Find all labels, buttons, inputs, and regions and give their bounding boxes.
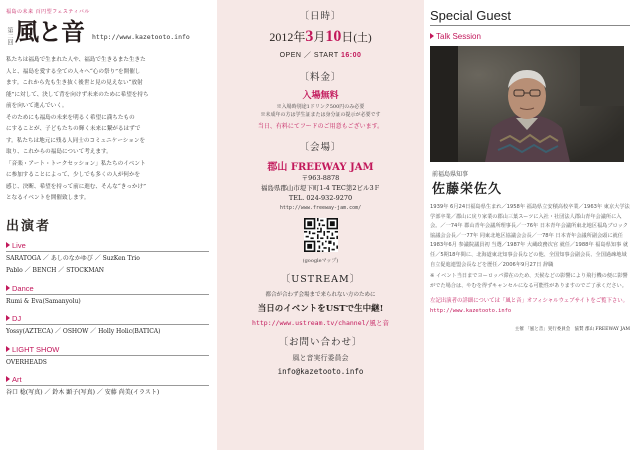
guest-photo <box>430 46 624 162</box>
divider <box>6 294 209 295</box>
contact-heading: 〔お問い合わせ〕 <box>278 337 363 348</box>
category-label: LIGHT SHOW <box>12 344 60 354</box>
talk-session-label <box>430 32 630 41</box>
guest-name: 佐藤栄佐久 <box>432 182 503 197</box>
guest-role: 前福島県知事 <box>432 171 469 178</box>
date-month: 3 <box>305 28 314 45</box>
performer-line: Rumi & Eva(Samanyolu) <box>6 297 81 305</box>
category-label: DJ <box>12 314 22 323</box>
ustream-description: 都合が合わず会場まで来られない方のために <box>265 292 376 298</box>
date-year: 2012年 <box>269 30 306 44</box>
venue-tel: TEL. 024-932-9270 <box>288 194 353 202</box>
fee-note-line: ※入場時別途1ドリンク500円のみ必要 <box>276 104 365 110</box>
performers-title: 出演者 <box>6 218 52 234</box>
intro-line: に参加することによって、少しでも多くの人が何かを <box>6 172 141 178</box>
performer-line: Yossy(AZTECA) ／ OSHOW ／ Holly Holic(BATICA) <box>6 328 161 335</box>
intro-line: ます。これから先も生き抜く後世と見の見えない“放射 <box>6 80 143 86</box>
ustream-heading-label: USTREAM <box>291 274 350 285</box>
intro-line: 「音楽・アート・トークセッション」私たちのイベント <box>6 160 146 167</box>
fee-heading-label: 料金 <box>309 72 331 83</box>
performer-line: OVERHEADS <box>6 358 47 366</box>
arrow-icon <box>6 285 10 291</box>
intro-line: そのためにも福島の未来を明るく希望に満ちたもの <box>6 114 135 121</box>
category-light-show <box>6 345 209 354</box>
performer-line: 谷口 稔(写真) ／ 鈴木 顕子(写真) ／ 安藤 尚美(イラスト) <box>6 389 160 396</box>
date-weekday: (土) <box>353 32 372 44</box>
venue-zip: 〒963-8878 <box>301 174 340 182</box>
intro-line: 私たちは福島で生まれた人や、福島で生きるまた生きた <box>6 57 146 63</box>
info-url[interactable]: http://www.kazetooto.info <box>430 307 512 314</box>
ustream-url[interactable]: http://www.ustream.tv/channel/風と音 <box>252 319 389 327</box>
right-panel <box>424 0 640 450</box>
category-dance <box>6 284 209 293</box>
sponsor-name: 郡山 FREEWAY JAM <box>584 326 630 332</box>
middle-panel <box>217 0 424 450</box>
festival-subtitle: 福島の未来 百円型フェスティバル <box>6 9 90 15</box>
performers-list <box>6 241 209 399</box>
divider <box>6 324 209 325</box>
festival-logo: 風と音 <box>15 17 84 46</box>
ustream-headline: 当日のイベントをUSTで生中継! <box>257 304 384 314</box>
datetime-heading: 〔日時〕 <box>299 11 342 22</box>
intro-line: となるイベントを開催致します。 <box>6 195 90 201</box>
host-name: 「風と音」実行委員会 <box>525 326 571 332</box>
intro-line: 感じ、決断、希望を持って前に進む、そんな“きっかけ” <box>6 183 146 190</box>
intro-line: 取り、これからの福島について考えます。 <box>6 149 112 155</box>
performer-line: Pablo ／ BENCH ／ STOCKMAN <box>6 267 105 274</box>
date-day-unit: 日 <box>341 30 354 44</box>
venue-address: 福島県郡山市堤下町1-4 TEC第2ビル3Ｆ <box>260 184 381 192</box>
arrow-icon <box>6 315 10 321</box>
divider <box>6 251 209 252</box>
organizer-name: 風と音実行委員会 <box>292 354 349 362</box>
contact-heading-label: お問い合わせ <box>288 337 352 348</box>
host-label: 主催 <box>514 326 524 332</box>
category-live <box>6 241 209 250</box>
sponsor-label: 協賛 <box>574 326 584 332</box>
divider <box>6 385 209 386</box>
fee-heading: 〔料金〕 <box>299 72 342 83</box>
arrow-icon <box>6 346 10 352</box>
website-url[interactable]: http://www.kazetooto.info <box>92 33 190 41</box>
ustream-heading: 〔USTREAM〕 <box>280 274 361 285</box>
intro-text <box>6 55 209 205</box>
intro-line: 人と、福島を愛する全ての人々へ“心の祭り”を開催し <box>6 68 141 75</box>
arrow-icon <box>6 376 10 382</box>
category-label: Art <box>12 375 22 384</box>
arrow-icon <box>430 33 434 39</box>
datetime-heading-label: 日時 <box>309 11 331 22</box>
info-note <box>430 297 630 315</box>
date-month-unit: 月 <box>313 30 326 44</box>
category-label: Live <box>12 240 26 250</box>
category-dj <box>6 314 209 323</box>
time-label: OPEN ／ START <box>279 52 339 59</box>
fee-note <box>217 103 424 119</box>
arrow-icon <box>6 242 10 248</box>
category-label: Dance <box>12 283 34 293</box>
venue-heading: 〔会場〕 <box>299 142 342 153</box>
talk-session-text: Talk Session <box>436 32 481 41</box>
special-guest-title: Special Guest <box>430 8 511 23</box>
footer-credits <box>430 326 630 332</box>
edition-label: 第二回 <box>6 27 13 45</box>
category-art <box>6 375 209 384</box>
performer-line: SARATOGA ／ あしのなかゆび ／ SuzKen Trio <box>6 254 140 262</box>
qr-code[interactable] <box>304 218 338 252</box>
time-value: 16:00 <box>340 52 362 59</box>
fee-free: 入場無料 <box>302 91 339 101</box>
qr-caption: (googleマップ) <box>302 258 339 264</box>
intro-line: す。私たちは地元に残る人同士のコミュニケーションを <box>6 137 146 144</box>
contact-email[interactable]: info@kazetooto.info <box>277 367 364 376</box>
guest-bio-note: ※ イベント当日までヨーロッパ滞在のため、天候などの影響により飛行機の便に影響がでた場合は、やむを得ずキャンセルになる可能性がありますのでご了承ください。 <box>430 273 628 289</box>
divider <box>6 355 209 356</box>
venue-url[interactable]: http://www.freeway-jam.com/ <box>279 205 362 211</box>
guest-bio: 1939年 6月24日福島県生まれ／1958年 福島県立安積高校卒業／1963年 東京大学法学部卒業／郡山に戻り家業の郡山三葉スーツに入社・社団法人郡山青年会議所に入会。／一74年 郡山青年会議所理事長／一76年 日本青年会議所東北地区福島ブロック協議会会長／一77年 同東北地区協議会会長／一78年 日本青年会議所副会頭に就任1983年6月 参議院議員初 当選／1987年 大蔵政務次官 就任／1988年 福島県知事 就任／5期18年間に、北海道東北知事会長などの他、全国知事会副会長、全国過疎地域自立促進連盟会長などを歴任／2006年9月27日 辞職 <box>430 204 630 268</box>
date-day: 10 <box>325 28 342 45</box>
venue-heading-label: 会場 <box>309 142 331 153</box>
fee-food: 当日、有料にてフードのご用意もございます。 <box>257 123 384 130</box>
intro-line: 能”に対して、決して背を向けず未来のために希望を持ち <box>6 91 149 98</box>
divider <box>430 25 630 26</box>
logo-row <box>6 19 209 45</box>
left-panel <box>0 0 217 450</box>
event-time <box>217 50 424 60</box>
intro-line: にすることが、子どもたちの輝く未来に繋がるはずで <box>6 126 141 132</box>
intro-line: 前を向いて進んでいく。 <box>6 103 68 109</box>
guest-portrait-image <box>430 46 624 162</box>
info-note-text: 左記出演者の詳細については「風と音」オフィシャルウェブサイトをご覧下さい。 <box>430 298 629 305</box>
venue-name: 郡山 FREEWAY JAM <box>267 162 374 173</box>
fee-note-line: ※未成年の方は学生証または身分証の提示が必要です <box>260 112 381 118</box>
event-date <box>217 28 424 46</box>
